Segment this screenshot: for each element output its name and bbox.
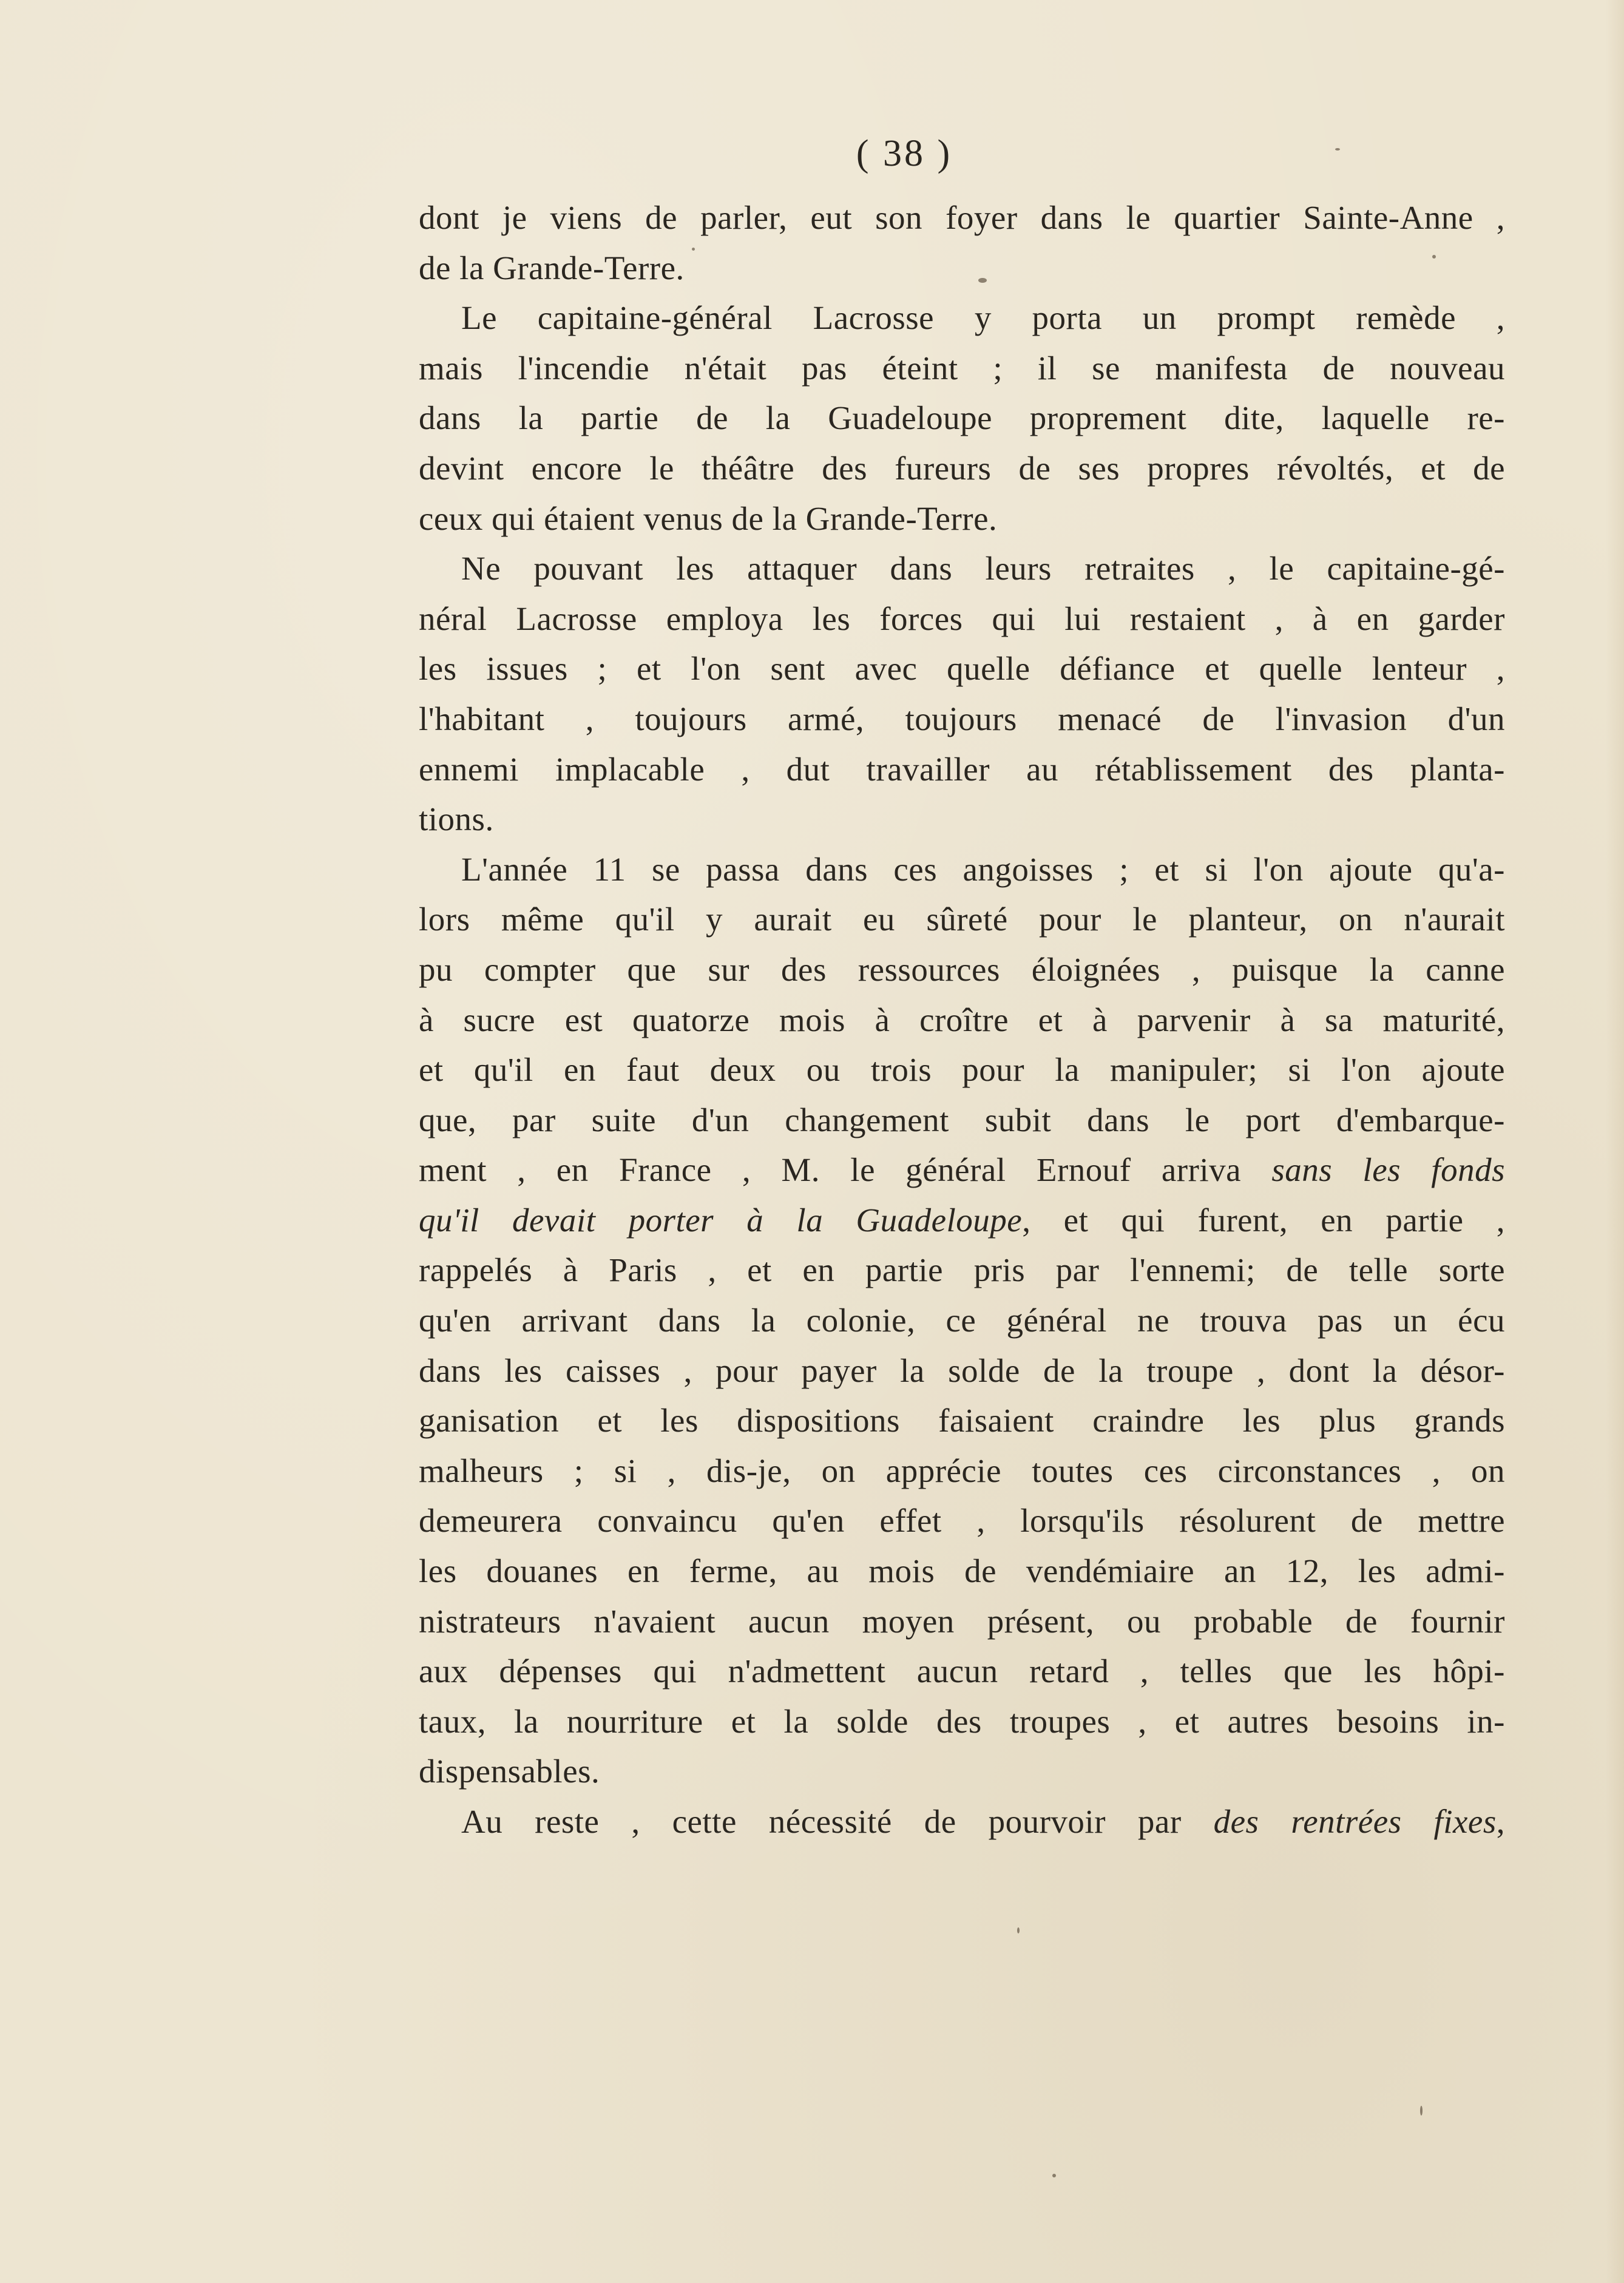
text-line: devint encore le théâtre des fureurs de ses propres révoltés, et de (419, 449, 1505, 487)
page-number: ( 38 ) (856, 133, 953, 174)
text-line: Ne pouvant les attaquer dans leurs retraites , le capitaine-gé- (461, 550, 1505, 587)
paper-speck (978, 278, 987, 283)
text-line: qu'en arrivant dans la colonie, ce général ne trouva pas un écu (419, 1302, 1505, 1339)
text-line: dans les caisses , pour payer la solde de la troupe , dont la désor- (419, 1351, 1505, 1389)
paper-speck (1432, 255, 1436, 259)
text-segment: ment , en France , M. le général Ernouf arriva (419, 1151, 1272, 1189)
text-line: ceux qui étaient venus de la Grande-Terre. (419, 499, 998, 537)
paper-speck (1335, 148, 1340, 151)
text-line-mixed (419, 1196, 1505, 1246)
italic-segment: sans les fonds (1271, 1151, 1505, 1189)
text-line: dont je viens de parler, eut son foyer dans le quartier Sainte-Anne , (419, 199, 1505, 236)
text-line: Le capitaine-général Lacrosse y porta un prompt remède , (461, 299, 1505, 337)
text-line: ennemi implacable , dut travailler au rétablissement des planta- (419, 750, 1505, 788)
text-line: et qu'il en faut deux ou trois pour la manipuler; si l'on ajoute (419, 1051, 1505, 1089)
text-line: les douanes en ferme, au mois de vendémiaire an 12, les admi- (419, 1552, 1505, 1590)
text-line: nistrateurs n'avaient aucun moyen présent, ou probable de fournir (419, 1602, 1505, 1640)
text-line: tions. (419, 800, 494, 838)
text-line: pu compter que sur des ressources éloignées , puisque la canne (419, 950, 1505, 988)
text-line: malheurs ; si , dis-je, on apprécie toutes ces circonstances , on (419, 1452, 1505, 1489)
text-line: taux, la nourriture et la solde des troupes , et autres besoins in- (419, 1702, 1505, 1740)
text-line: demeurera convaincu qu'en effet , lorsqu'ils résolurent de mettre (419, 1502, 1505, 1540)
paper-speck (692, 248, 695, 251)
text-line: les issues ; et l'on sent avec quelle défiance et quelle lenteur , (419, 650, 1505, 688)
text-segment: , (1496, 1803, 1505, 1840)
text-line: lors même qu'il y aurait eu sûreté pour le planteur, on n'aurait (419, 901, 1505, 938)
text-line: néral Lacrosse employa les forces qui lui restaient , à en garder (419, 600, 1505, 637)
text-line: aux dépenses qui n'admettent aucun retard , telles que les hôpi- (419, 1652, 1505, 1690)
text-segment: Au reste , cette nécessité de pourvoir par (461, 1803, 1214, 1840)
paper-speck (1420, 2106, 1423, 2116)
text-line: L'année 11 se passa dans ces angoisses ; et si l'on ajoute qu'a- (461, 850, 1505, 888)
text-segment: , et qui furent, en partie , (1022, 1201, 1505, 1239)
body-text (419, 193, 1505, 1847)
italic-segment: des rentrées fixes (1213, 1803, 1497, 1840)
text-line: de la Grande-Terre. (419, 249, 685, 286)
text-line: que, par suite d'un changement subit dans le port d'embarque- (419, 1101, 1505, 1138)
text-line: dans la partie de la Guadeloupe proprement dite, laquelle re- (419, 399, 1505, 437)
italic-segment: qu'il devait porter à la Guadeloupe (419, 1201, 1023, 1239)
text-line-mixed (419, 1797, 1505, 1847)
page-edge-shadow (1606, 0, 1624, 2283)
text-line: à sucre est quatorze mois à croître et à parvenir à sa maturité, (419, 1001, 1505, 1038)
text-line: dispensables. (419, 1753, 600, 1790)
text-line: l'habitant , toujours armé, toujours menacé de l'invasion d'un (419, 700, 1505, 737)
text-line: mais l'incendie n'était pas éteint ; il se manifesta de nouveau (419, 349, 1505, 387)
text-line: ganisation et les dispositions faisaient craindre les plus grands (419, 1402, 1505, 1439)
text-line: rappelés à Paris , et en partie pris par l'ennemi; de telle sorte (419, 1251, 1505, 1289)
paper-speck (1017, 1927, 1020, 1933)
paper-speck (1052, 2174, 1056, 2177)
text-line-mixed (419, 1145, 1505, 1196)
